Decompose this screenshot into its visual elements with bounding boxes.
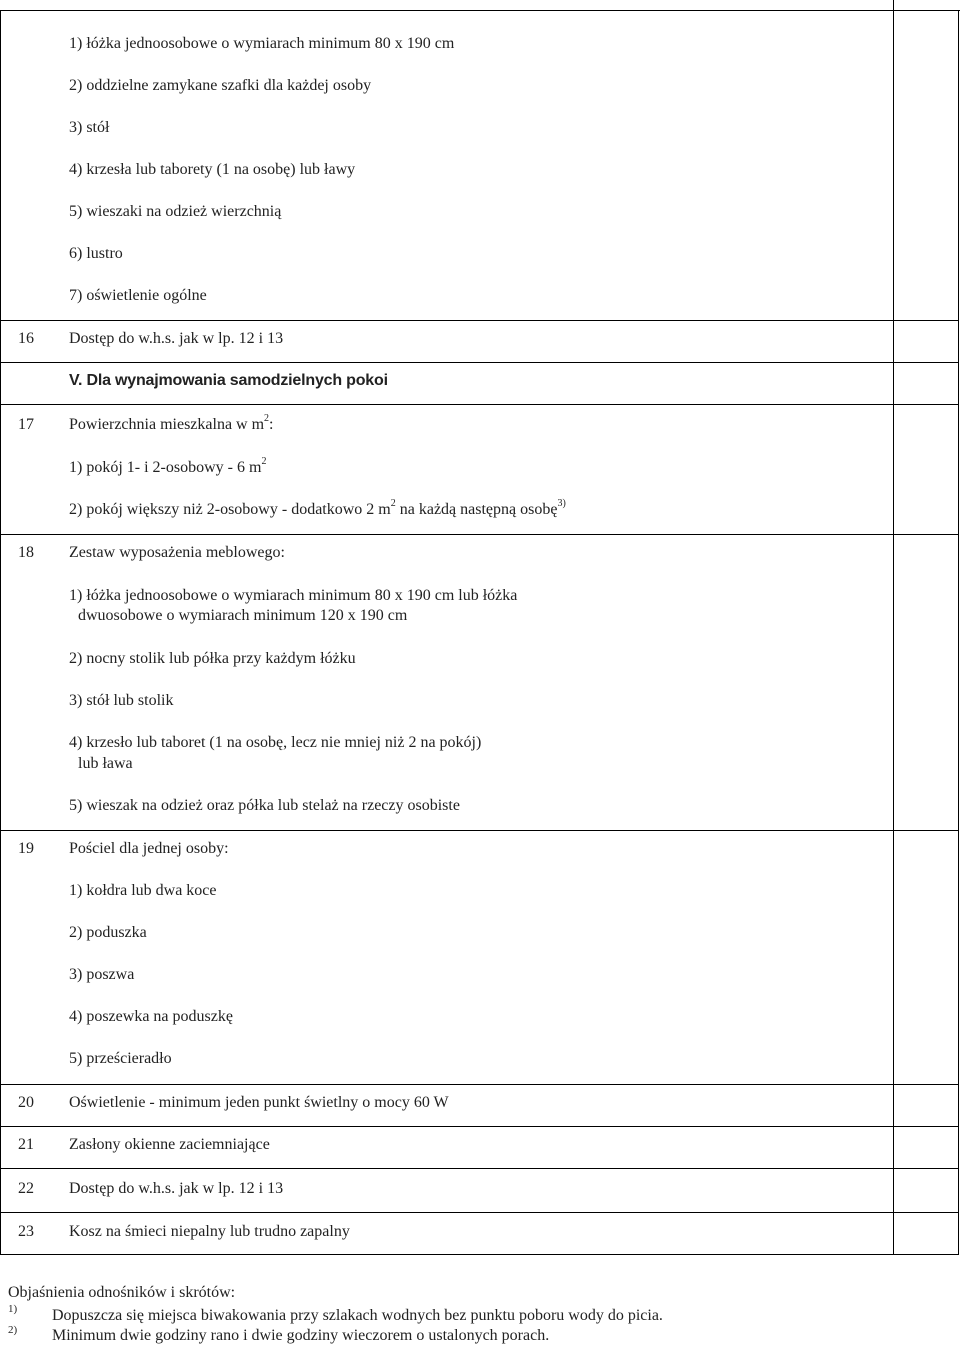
row-text: Powierzchnia mieszkalna w $m^2$: <box>69 412 274 433</box>
row-number: 21 <box>18 1136 34 1153</box>
row-number: 20 <box>18 1094 34 1111</box>
row-text: Kosz na śmieci niepalny lub trudno zapalny <box>69 1223 350 1240</box>
row-number: 22 <box>18 1180 34 1197</box>
row-divider <box>0 404 958 405</box>
table-col-divider <box>893 0 894 1255</box>
list-item: 7) oświetlenie ogólne <box>69 287 207 304</box>
list-item: 1) pokój 1- i 2-osobowy - 6 $m^2$ <box>69 455 267 476</box>
table-left-border <box>0 10 1 1255</box>
list-item: 2) nocny stolik lub półka przy każdym łóżku <box>69 650 356 667</box>
row-divider <box>0 1212 958 1213</box>
row-number: 23 <box>18 1223 34 1240</box>
list-item: 5) prześcieradło <box>69 1050 172 1067</box>
row-divider <box>0 830 958 831</box>
list-item-continuation: dwuosobowe o wymiarach minimum 120 x 190 cm <box>78 607 408 624</box>
row-number: 17 <box>18 416 34 433</box>
footnote-text: Dopuszcza się miejsca biwakowania przy szlakach wodnych bez punktu poboru wody do picia. <box>52 1307 663 1324</box>
list-item: 6) lustro <box>69 245 123 262</box>
row-text: Dostęp do w.h.s. jak w lp. 12 i 13 <box>69 1180 284 1197</box>
row-text: Zestaw wyposażenia meblowego: <box>69 544 285 561</box>
list-item: 1) łóżka jednoosobowe o wymiarach minimum 80 x 190 cm <box>69 35 455 52</box>
footnote-mark: 2) <box>8 1324 18 1336</box>
list-item: 2) poduszka <box>69 924 147 941</box>
row-divider <box>0 1084 958 1085</box>
row-text: Dostęp do w.h.s. jak w lp. 12 i 13 <box>69 330 284 347</box>
row-number: 19 <box>18 840 34 857</box>
list-item: 4) poszewka na poduszkę <box>69 1008 233 1025</box>
list-item: 5) wieszaki na odzież wierzchnią <box>69 203 282 220</box>
row-divider <box>0 1168 958 1169</box>
list-item: 2) oddzielne zamykane szafki dla każdej osoby <box>69 77 372 94</box>
list-item: 3) stół <box>69 119 110 136</box>
table-bottom-border <box>0 1254 959 1255</box>
section-heading: V. Dla wynajmowania samodzielnych pokoi <box>69 372 388 389</box>
list-item: 3) poszwa <box>69 966 135 983</box>
row-divider <box>0 534 958 535</box>
list-item: 1) kołdra lub dwa koce <box>69 882 217 899</box>
row-divider <box>0 362 958 363</box>
list-item: 4) krzesło lub taboret (1 na osobę, lecz nie mniej niż 2 na pokój) <box>69 734 482 751</box>
list-item: 4) krzesła lub taborety (1 na osobę) lub ławy <box>69 161 356 178</box>
list-item: 3) stół lub stolik <box>69 692 174 709</box>
footnote-text: Minimum dwie godziny rano i dwie godziny wieczorem o ustalonych porach. <box>52 1327 550 1344</box>
row-number: 18 <box>18 544 34 561</box>
row-divider <box>0 1126 958 1127</box>
footnotes-title: Objaśnienia odnośników i skrótów: <box>8 1284 236 1301</box>
footnote-mark: 1) <box>8 1303 18 1315</box>
row-text: Pościel dla jednej osoby: <box>69 840 229 857</box>
list-item-continuation: lub ława <box>78 755 133 772</box>
list-item: 5) wieszak na odzież oraz półka lub stelaż na rzeczy osobiste <box>69 797 460 814</box>
table-right-border <box>958 10 959 1255</box>
row-divider <box>0 320 958 321</box>
row-number: 16 <box>18 330 34 347</box>
table-top-border <box>0 10 960 11</box>
row-text: Oświetlenie - minimum jeden punkt świetlny o mocy 60 W <box>69 1094 449 1111</box>
list-item: 1) łóżka jednoosobowe o wymiarach minimum 80 x 190 cm lub łóżka <box>69 587 518 604</box>
row-text: Zasłony okienne zaciemniające <box>69 1136 270 1153</box>
list-item: 2) pokój większy niż 2-osobowy - dodatkowo 2 $m^2$ na każdą następną osobę$^{3)}$ <box>69 497 566 518</box>
